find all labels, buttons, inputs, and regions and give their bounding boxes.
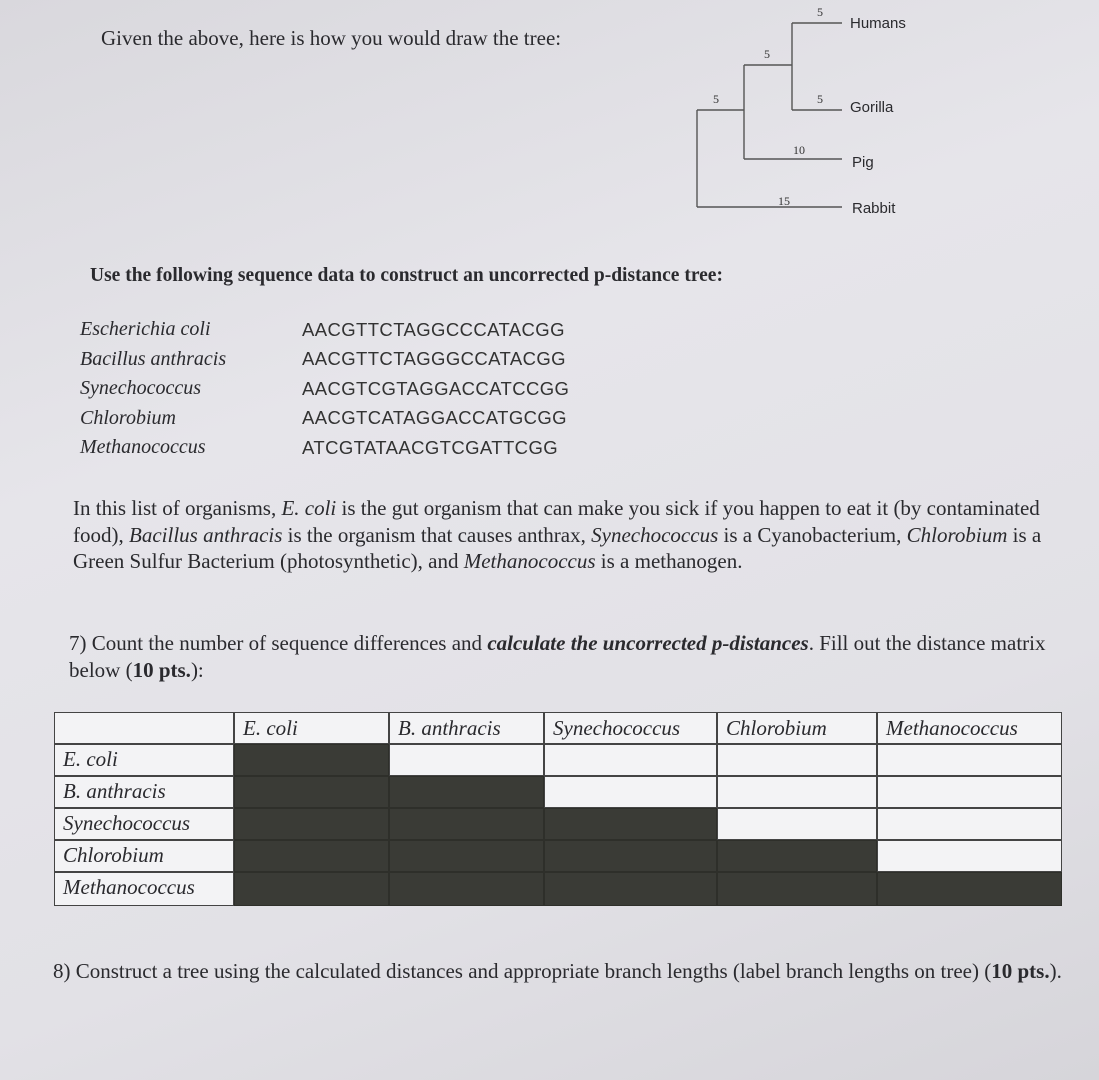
- branch-label-human-gorilla-stem: 5: [764, 47, 770, 61]
- branch-label-pig: 10: [793, 143, 805, 157]
- matrix-cell-shaded: [389, 808, 544, 840]
- matrix-cell-entry[interactable]: [544, 776, 717, 808]
- sequence-row: [80, 315, 569, 345]
- organism-name: Synechococcus: [80, 377, 202, 400]
- sequence-row: [80, 433, 569, 463]
- matrix-col-header: Methanococcus: [877, 712, 1062, 744]
- distance-matrix: [54, 712, 1062, 906]
- matrix-cell-entry[interactable]: [877, 808, 1062, 840]
- matrix-row-header: Methanococcus: [54, 872, 234, 906]
- matrix-cell-entry[interactable]: [544, 744, 717, 776]
- matrix-cell-entry[interactable]: [877, 840, 1062, 872]
- matrix-cell-shaded: [234, 840, 389, 872]
- matrix-cell-entry[interactable]: [717, 808, 877, 840]
- organism-name: Methanococcus: [80, 436, 206, 459]
- branch-label-gorilla: 5: [817, 92, 823, 106]
- matrix-cell-shaded: [544, 840, 717, 872]
- matrix-cell-shaded: [717, 872, 877, 906]
- section-heading: Use the following sequence data to construct an uncorrected p-distance tree:: [90, 265, 723, 286]
- matrix-cell-shaded: [389, 776, 544, 808]
- branch-label-rabbit: 15: [778, 194, 790, 208]
- matrix-cell-shaded: [234, 776, 389, 808]
- organism-name: Bacillus anthracis: [80, 347, 227, 370]
- matrix-cell-entry[interactable]: [877, 744, 1062, 776]
- taxon-rabbit: Rabbit: [852, 200, 896, 217]
- question-8: 8) Construct a tree using the calculated distances and appropriate branch lengths (label branch lengths on tree) (10 pts.).: [53, 959, 1062, 983]
- taxon-humans: Humans: [850, 15, 906, 32]
- dna-sequence: AACGTTCTAGGGCCATACGG: [302, 348, 566, 370]
- matrix-row-header: Chlorobium: [54, 840, 234, 872]
- matrix-row-header: B. anthracis: [54, 776, 234, 808]
- organism-description: In this list of organisms, E. coli is the gut organism that can make you sick if you happen to eat it (by contaminated food), Bacillus anthracis is the organism that causes anthrax, Synechococcus is a Cyanobacterium, Chlorobium is a Green Sulfur Bacterium (photosynthetic), and Methanococcus is a methanogen.: [73, 496, 1042, 573]
- sequence-list: [80, 315, 569, 463]
- matrix-cell-shaded: [389, 840, 544, 872]
- sequence-row: [80, 345, 569, 375]
- matrix-cell-shaded: [234, 808, 389, 840]
- branch-label-ape-pig-stem: 5: [713, 92, 719, 106]
- matrix-col-header: Chlorobium: [717, 712, 877, 744]
- matrix-col-header: Synechococcus: [544, 712, 717, 744]
- sequence-row: [80, 374, 569, 404]
- taxon-pig: Pig: [852, 154, 874, 171]
- matrix-cell-shaded: [877, 872, 1062, 906]
- example-tree: [680, 0, 940, 230]
- matrix-cell-entry[interactable]: [717, 776, 877, 808]
- matrix-cell-shaded: [544, 872, 717, 906]
- matrix-cell-entry[interactable]: [389, 744, 544, 776]
- dna-sequence: AACGTCATAGGACCATGCGG: [302, 407, 567, 429]
- sequence-row: [80, 404, 569, 434]
- matrix-cell-entry[interactable]: [717, 744, 877, 776]
- matrix-row-header: E. coli: [54, 744, 234, 776]
- matrix-cell-shaded: [544, 808, 717, 840]
- matrix-cell-shaded: [717, 840, 877, 872]
- matrix-row-header: Synechococcus: [54, 808, 234, 840]
- taxon-gorilla: Gorilla: [850, 99, 894, 116]
- dna-sequence: ATCGTATAACGTCGATTCGG: [302, 436, 559, 458]
- matrix-corner-cell: [54, 712, 234, 744]
- question-7: 7) Count the number of sequence differences and calculate the uncorrected p-distances. Fill out the distance matrix below (10 pts.):: [69, 631, 1046, 682]
- matrix-cell-shaded: [234, 744, 389, 776]
- matrix-cell-shaded: [234, 872, 389, 906]
- matrix-col-header: B. anthracis: [389, 712, 544, 744]
- dna-sequence: AACGTTCTAGGCCCATACGG: [302, 318, 565, 340]
- dna-sequence: AACGTCGTAGGACCATCCGG: [302, 377, 570, 399]
- organism-name: Chlorobium: [80, 406, 176, 429]
- branch-label-humans: 5: [817, 5, 823, 19]
- matrix-cell-shaded: [389, 872, 544, 906]
- organism-name: Escherichia coli: [80, 318, 211, 341]
- matrix-col-header: E. coli: [234, 712, 389, 744]
- matrix-cell-entry[interactable]: [877, 776, 1062, 808]
- intro-text: Given the above, here is how you would draw the tree:: [101, 26, 562, 50]
